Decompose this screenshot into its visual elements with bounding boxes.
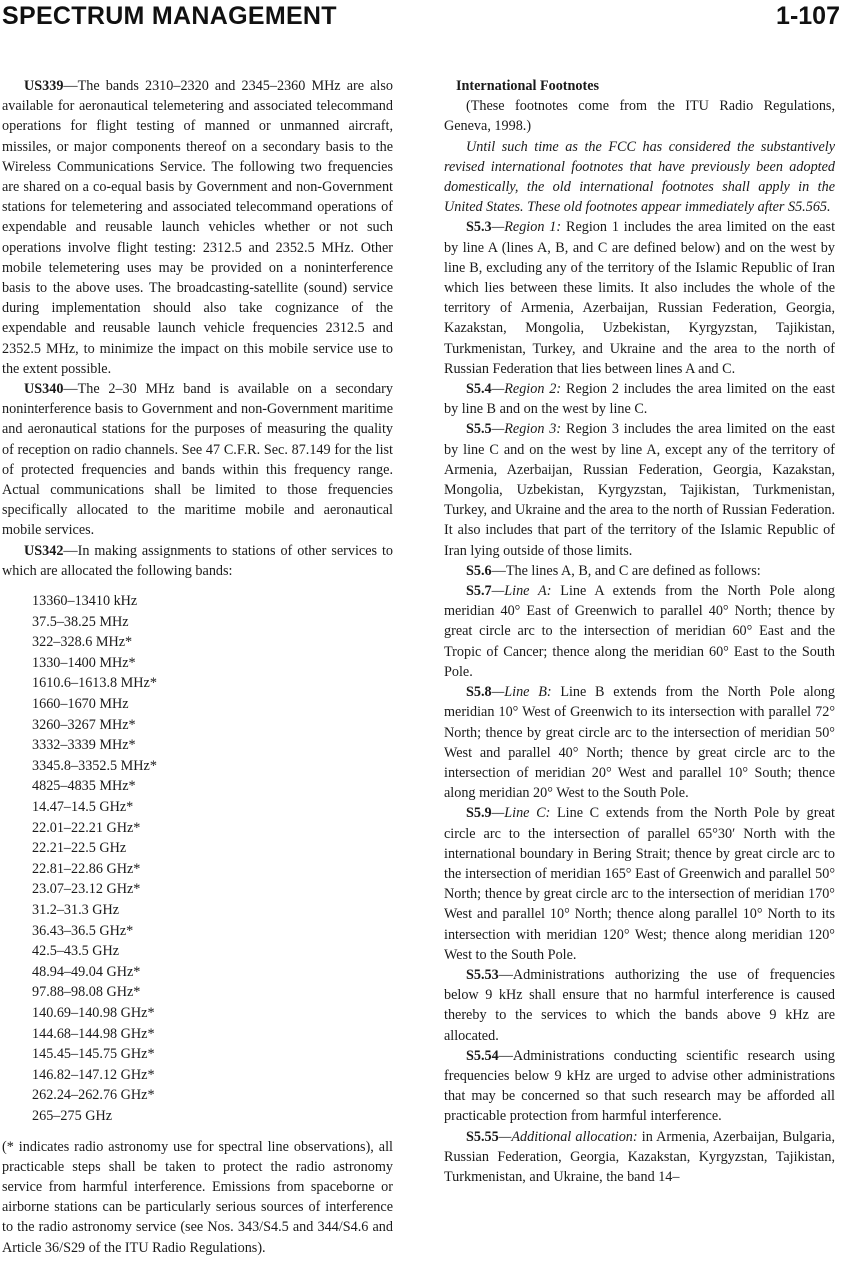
footnote-s5-9 — [444, 803, 835, 965]
band-item: 1330–1400 MHz* — [32, 654, 136, 671]
footnote-s5-7 — [444, 581, 835, 682]
band-item: 97.88–98.08 GHz* — [32, 984, 141, 1001]
footnote-s5-3 — [444, 217, 835, 379]
footnote-text: Region 1 includes the area limited on the east by line A (lines A, B, and C are defined below) and on the west by line B, excluding any of the territory of the Islamic Republic of Iran which lies between these limits. It also includes the whole of the territory of Armenia, Azerbaijan, Russian Federation, Georgia, Kazakstan, Mongolia, Uzbekistan, Kyrgyzstan, Tajikistan, Turkmenistan, Turkey, and Ukraine and the area to the north of Russian Federation that lies between lines A and C. — [444, 219, 836, 377]
footnote-label: —Region 1: — [491, 219, 562, 236]
footnote-id: S5.9 — [466, 805, 492, 822]
footnote-text: —The bands 2310–2320 and 2345–2360 MHz are also available for aeronautical telemetering and associated telecommand operations for flight testing of manned or unmanned aircraft, missiles, or major components thereof on a secondary basis to the Wireless Communications Service. The following two frequencies are shared on a co-equal basis by Government and non-Government stations for telemetering and associated telecommand operations of expendable and reusable launch vehicles whether or not such operations involve flight testing: 2312.5 and 2352.5 MHz. Other mobile telemetering uses may be provided on a noninterference basis to the above uses. The broadcasting-satellite (sound) service during implementation should also take cognizance of the expendable and reusable launch vehicle frequencies 2312.5 and 2352.5 MHz, to minimize the impact on this mobile service use to the extent possible. — [2, 78, 393, 377]
footnote-text: —The 2–30 MHz band is available on a secondary noninterference basis to Government and non-Government maritime and aeronautical stations for the purposes of measuring the quality of reception on radio channels. See 47 C.F.R. Sec. 87.149 for the list of protected frequencies and bands within this frequency range. Actual communications shall be limited to those frequencies specifically allocated to the maritime mobile and aeronautical mobile services. — [2, 381, 393, 539]
radio-astronomy-text: (* indicates radio astronomy use for spectral line observations), all practicable steps shall be taken to protect the radio astronomy service from harmful interference. Emissions from spaceborne or airborne stations can be particularly serious sources of interference to the radio astronomy service (see Nos. 343/S4.5 and 344/S4.6 and Article 36/S29 of the ITU Radio Regulations). — [2, 1138, 393, 1256]
footnote-text: Line B extends from the North Pole along meridian 10° West of Greenwich to its intersection with parallel 72° North; thence by great circle arc to the intersection of meridian 50° West and parallel 40° North; thence by great circle arc to the intersection of meridian 20° West and parallel 10° South; thence along meridian 20° West to the South Pole. — [444, 684, 835, 802]
footnote-us340 — [2, 379, 393, 541]
footnote-text: Region 3 includes the area limited on the east by line C and on the west by line A, except any of the territory of Armenia, Azerbaijan, Russian Federation, Georgia, Kazakstan, Mongolia, Uzbekistan, Kyrgyzstan, Tajikistan, Turkmenistan, Turkey, and Ukraine and the area to the north of Russian Federation. It also includes that part of the territory of the Islamic Republic of Iran lying outside of those limits. — [444, 421, 836, 559]
band-item: 3260–3267 MHz* — [32, 716, 136, 733]
footnote-id: US342 — [24, 542, 64, 559]
band-item: 145.45–145.75 GHz* — [32, 1046, 155, 1063]
band-item: 144.68–144.98 GHz* — [32, 1025, 155, 1042]
left-column — [2, 76, 393, 1258]
footnote-label: —Line A: — [491, 583, 552, 600]
footnote-label: —Additional allocation: — [498, 1128, 638, 1145]
footnote-s5-5 — [444, 419, 835, 560]
footnote-text: —Administrations conducting scientific research using frequencies below 9 kHz are urged to advise other administrations that may be concerned so that such research may be afforded all practicable protection from harmful interference. — [444, 1047, 835, 1125]
band-item: 140.69–140.98 GHz* — [32, 1004, 155, 1021]
footnote-id: S5.8 — [466, 684, 492, 701]
band-item: 42.5–43.5 GHz — [32, 943, 120, 960]
footnote-label: —Region 3: — [491, 421, 562, 438]
footnote-id: S5.3 — [466, 219, 492, 236]
footnote-text: in Armenia, Azerbaijan, Bulgaria, Russian Federation, Georgia, Kazakstan, Kyrgyzstan, Tajikistan, Turkmenistan, and Ukraine, the band 14– — [444, 1128, 836, 1185]
radio-astronomy-note — [2, 1137, 393, 1258]
band-item: 23.07–23.12 GHz* — [32, 881, 141, 898]
page-number: 1-107 — [776, 2, 840, 30]
band-list — [2, 591, 393, 1126]
footnote-label: —Line C: — [491, 805, 551, 822]
band-item: 14.47–14.5 GHz* — [32, 799, 134, 816]
right-column — [444, 76, 835, 1187]
band-item: 146.82–147.12 GHz* — [32, 1066, 155, 1083]
band-item: 3345.8–3352.5 MHz* — [32, 757, 157, 774]
footnote-text: —The lines A, B, and C are defined as follows: — [491, 562, 761, 579]
footnote-us339 — [2, 76, 393, 379]
footnote-id: US339 — [24, 78, 64, 94]
band-item: 1610.6–1613.8 MHz* — [32, 675, 157, 692]
footnote-id: S5.53 — [466, 966, 499, 983]
footnote-text: Line A extends from the North Pole along meridian 40° East of Greenwich to parallel 40° North; thence by great circle arc to the intersection of meridian 60° East and the Tropic of Cancer; thence along the meridian 60° East to the South Pole. — [444, 583, 835, 680]
footnote-us342 — [2, 541, 393, 581]
band-item: 13360–13410 kHz — [32, 593, 138, 610]
footnote-text: —In making assignments to stations of other services to which are allocated the following bands: — [2, 542, 393, 579]
footnote-label: —Region 2: — [491, 381, 562, 398]
footnote-s5-55 — [444, 1127, 835, 1188]
band-item: 4825–4835 MHz* — [32, 778, 136, 795]
footnote-s5-6 — [444, 561, 835, 581]
band-item: 322–328.6 MHz* — [32, 634, 133, 651]
footnote-text: Region 2 includes the area limited on the east by line B and on the west by line C. — [444, 381, 836, 418]
footnote-id: S5.5 — [466, 421, 492, 438]
band-item: 22.21–22.5 GHz — [32, 840, 127, 857]
footnote-s5-8 — [444, 682, 835, 803]
footnote-s5-54 — [444, 1046, 835, 1127]
band-item: 262.24–262.76 GHz* — [32, 1087, 155, 1104]
band-item: 37.5–38.25 MHz — [32, 613, 129, 630]
band-item: 36.43–36.5 GHz* — [32, 922, 134, 939]
page-header — [0, 0, 846, 40]
section-title: SPECTRUM MANAGEMENT — [2, 2, 337, 30]
footnote-id: S5.6 — [466, 562, 492, 579]
footnote-text: —Administrations authorizing the use of frequencies below 9 kHz shall ensure that no harmful interference is caused thereby to the services to which the bands above 9 kHz are allocated. — [444, 966, 835, 1044]
band-item: 22.01–22.21 GHz* — [32, 819, 141, 836]
band-item: 22.81–22.86 GHz* — [32, 860, 141, 877]
band-item: 3332–3339 MHz* — [32, 737, 136, 754]
footnote-s5-53 — [444, 965, 835, 1046]
band-item: 1660–1670 MHz — [32, 696, 129, 713]
footnote-id: S5.7 — [466, 583, 492, 600]
band-item: 265–275 GHz — [32, 1107, 112, 1124]
source-note: (These footnotes come from the ITU Radio Regulations, Geneva, 1998.) — [444, 98, 835, 135]
footnote-id: S5.54 — [466, 1047, 499, 1064]
footnote-text: Line C extends from the North Pole by great circle arc to the intersection of parallel 65°30′ North with the international boundary in Bering Strait; thence by great circle arc to the intersection of meridian 165° East of Greenwich and parallel 50° North; thence by great circle arc to the intersection of meridian 170° West and parallel 10° North; thence along parallel 10° North to its intersection with meridian 120° West; thence along meridian 120° West to the South Pole. — [444, 805, 835, 963]
footnote-id: US340 — [24, 381, 64, 398]
footnote-label: —Line B: — [491, 684, 552, 701]
footnote-id: S5.55 — [466, 1128, 499, 1145]
international-footnotes-heading: International Footnotes — [456, 78, 600, 94]
footnote-s5-4 — [444, 379, 835, 419]
band-item: 48.94–49.04 GHz* — [32, 963, 141, 980]
band-item: 31.2–31.3 GHz — [32, 901, 120, 918]
italic-note: Until such time as the FCC has considered the substantively revised international footnotes that have previously been adopted domestically, the old international footnotes shall apply in the United States. These old footnotes appear immediately after S5.565. — [444, 138, 835, 216]
footnote-id: S5.4 — [466, 381, 492, 398]
